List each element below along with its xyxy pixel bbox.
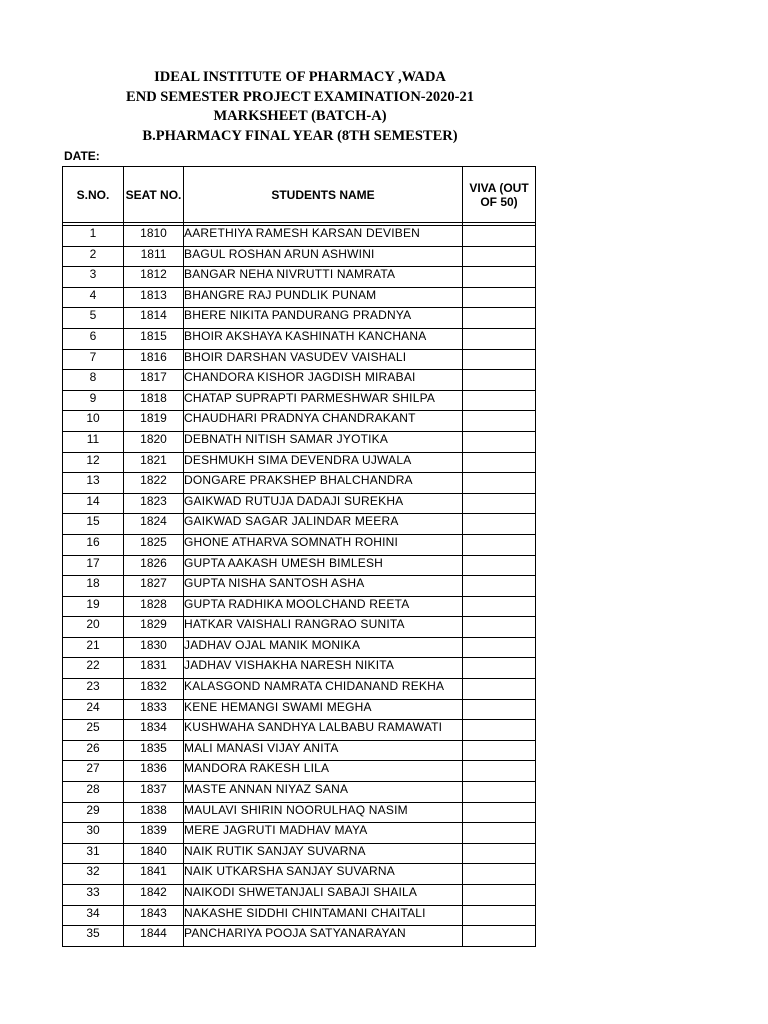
- sno-cell: 24: [63, 699, 124, 720]
- seat-no-cell: 1844: [124, 926, 184, 947]
- sno-cell: 7: [63, 349, 124, 370]
- seat-no-cell: 1820: [124, 431, 184, 452]
- student-name-cell: KALASGOND NAMRATA CHIDANAND REKHA: [184, 679, 463, 700]
- sno-cell: 19: [63, 596, 124, 617]
- date-label: DATE:: [64, 149, 100, 163]
- sno-cell: 28: [63, 782, 124, 803]
- sno-cell: 11: [63, 431, 124, 452]
- table-header-row: [63, 167, 536, 223]
- table-row: [63, 864, 536, 885]
- student-name-cell: CHAUDHARI PRADNYA CHANDRAKANT: [184, 411, 463, 432]
- seat-no-cell: 1814: [124, 308, 184, 329]
- table-row: [63, 802, 536, 823]
- table-row: [63, 514, 536, 535]
- viva-marks-cell[interactable]: [463, 823, 536, 844]
- seat-no-cell: 1841: [124, 864, 184, 885]
- viva-marks-cell[interactable]: [463, 905, 536, 926]
- sno-cell: 10: [63, 411, 124, 432]
- viva-marks-cell[interactable]: [463, 885, 536, 906]
- table-row: [63, 720, 536, 741]
- seat-no-cell: 1812: [124, 267, 184, 288]
- table-row: [63, 534, 536, 555]
- seat-no-cell: 1832: [124, 679, 184, 700]
- viva-marks-cell[interactable]: [463, 267, 536, 288]
- seat-no-cell: 1815: [124, 328, 184, 349]
- table-row: [63, 576, 536, 597]
- sno-cell: 35: [63, 926, 124, 947]
- sno-cell: 21: [63, 637, 124, 658]
- table-row: [63, 843, 536, 864]
- table-row: [63, 885, 536, 906]
- seat-no-cell: 1834: [124, 720, 184, 741]
- sno-cell: 31: [63, 843, 124, 864]
- viva-marks-cell[interactable]: [463, 308, 536, 329]
- viva-marks-cell[interactable]: [463, 555, 536, 576]
- seat-no-cell: 1825: [124, 534, 184, 555]
- sno-cell: 12: [63, 452, 124, 473]
- marksheet-table: [62, 166, 536, 947]
- table-row: [63, 823, 536, 844]
- course-title: B.PHARMACY FINAL YEAR (8TH SEMESTER): [142, 127, 458, 144]
- table-row: [63, 349, 536, 370]
- sno-cell: 5: [63, 308, 124, 329]
- student-name-cell: BHOIR AKSHAYA KASHINATH KANCHANA: [184, 328, 463, 349]
- viva-marks-cell[interactable]: [463, 246, 536, 267]
- sno-cell: 16: [63, 534, 124, 555]
- seat-no-cell: 1823: [124, 493, 184, 514]
- table-row: [63, 452, 536, 473]
- student-name-cell: MAULAVI SHIRIN NOORULHAQ NASIM: [184, 802, 463, 823]
- seat-no-cell: 1813: [124, 287, 184, 308]
- viva-marks-cell[interactable]: [463, 287, 536, 308]
- sno-cell: 30: [63, 823, 124, 844]
- seat-no-cell: 1831: [124, 658, 184, 679]
- viva-marks-cell[interactable]: [463, 761, 536, 782]
- student-name-cell: NAIK UTKARSHA SANJAY SUVARNA: [184, 864, 463, 885]
- table-body: [63, 223, 536, 947]
- viva-marks-cell[interactable]: [463, 926, 536, 947]
- student-name-cell: CHATAP SUPRAPTI PARMESHWAR SHILPA: [184, 390, 463, 411]
- sno-cell: 2: [63, 246, 124, 267]
- student-name-cell: MALI MANASI VIJAY ANITA: [184, 740, 463, 761]
- student-name-cell: NAIK RUTIK SANJAY SUVARNA: [184, 843, 463, 864]
- student-name-cell: DESHMUKH SIMA DEVENDRA UJWALA: [184, 452, 463, 473]
- seat-no-cell: 1838: [124, 802, 184, 823]
- table-row: [63, 308, 536, 329]
- seat-no-cell: 1837: [124, 782, 184, 803]
- seat-no-cell: 1828: [124, 596, 184, 617]
- table-row: [63, 431, 536, 452]
- student-name-cell: PANCHARIYA POOJA SATYANARAYAN: [184, 926, 463, 947]
- student-name-cell: KENE HEMANGI SWAMI MEGHA: [184, 699, 463, 720]
- document-header: [0, 68, 600, 146]
- sno-cell: 27: [63, 761, 124, 782]
- sno-cell: 20: [63, 617, 124, 638]
- student-name-cell: KUSHWAHA SANDHYA LALBABU RAMAWATI: [184, 720, 463, 741]
- sno-cell: 29: [63, 802, 124, 823]
- table-row: [63, 411, 536, 432]
- student-name-cell: BHERE NIKITA PANDURANG PRADNYA: [184, 308, 463, 329]
- seat-no-cell: 1822: [124, 473, 184, 494]
- student-name-cell: BAGUL ROSHAN ARUN ASHWINI: [184, 246, 463, 267]
- exam-title: END SEMESTER PROJECT EXAMINATION-2020-21: [126, 88, 474, 105]
- seat-no-cell: 1842: [124, 885, 184, 906]
- sno-cell: 33: [63, 885, 124, 906]
- seat-no-cell: 1810: [124, 226, 184, 247]
- viva-marks-cell[interactable]: [463, 411, 536, 432]
- seat-no-cell: 1816: [124, 349, 184, 370]
- sno-cell: 17: [63, 555, 124, 576]
- institute-title: IDEAL INSTITUTE OF PHARMACY ,WADA: [154, 69, 446, 85]
- sno-cell: 15: [63, 514, 124, 535]
- sno-cell: 3: [63, 267, 124, 288]
- table-row: [63, 370, 536, 391]
- table-row: [63, 926, 536, 947]
- student-name-cell: BHANGRE RAJ PUNDLIK PUNAM: [184, 287, 463, 308]
- viva-marks-cell[interactable]: [463, 802, 536, 823]
- sno-cell: 18: [63, 576, 124, 597]
- student-name-cell: GUPTA RADHIKA MOOLCHAND REETA: [184, 596, 463, 617]
- viva-marks-cell[interactable]: [463, 370, 536, 391]
- student-name-cell: CHANDORA KISHOR JAGDISH MIRABAI: [184, 370, 463, 391]
- student-name-cell: GAIKWAD SAGAR JALINDAR MEERA: [184, 514, 463, 535]
- sno-cell: 34: [63, 905, 124, 926]
- table-row: [63, 473, 536, 494]
- seat-no-cell: 1843: [124, 905, 184, 926]
- sno-cell: 4: [63, 287, 124, 308]
- table-row: [63, 328, 536, 349]
- sno-cell: 23: [63, 679, 124, 700]
- table-row: [63, 246, 536, 267]
- seat-no-cell: 1818: [124, 390, 184, 411]
- marksheet-title: MARKSHEET (BATCH-A): [213, 108, 387, 124]
- table-row: [63, 782, 536, 803]
- viva-marks-cell[interactable]: [463, 514, 536, 535]
- seat-no-cell: 1817: [124, 370, 184, 391]
- viva-marks-cell[interactable]: [463, 720, 536, 741]
- viva-marks-cell[interactable]: [463, 473, 536, 494]
- seat-no-cell: 1836: [124, 761, 184, 782]
- sno-cell: 14: [63, 493, 124, 514]
- table-row: [63, 761, 536, 782]
- student-name-cell: MASTE ANNAN NIYAZ SANA: [184, 782, 463, 803]
- viva-marks-cell[interactable]: [463, 658, 536, 679]
- table-row: [63, 699, 536, 720]
- seat-no-cell: 1840: [124, 843, 184, 864]
- table-row: [63, 390, 536, 411]
- table-row: [63, 617, 536, 638]
- seat-no-cell: 1821: [124, 452, 184, 473]
- sno-cell: 25: [63, 720, 124, 741]
- viva-marks-cell[interactable]: [463, 864, 536, 885]
- student-name-cell: GUPTA AAKASH UMESH BIMLESH: [184, 555, 463, 576]
- viva-marks-cell[interactable]: [463, 390, 536, 411]
- viva-marks-cell[interactable]: [463, 493, 536, 514]
- student-name-cell: GAIKWAD RUTUJA DADAJI SUREKHA: [184, 493, 463, 514]
- sno-cell: 1: [63, 226, 124, 247]
- viva-marks-cell[interactable]: [463, 226, 536, 247]
- table-row: [63, 637, 536, 658]
- seat-no-cell: 1829: [124, 617, 184, 638]
- student-name-cell: JADHAV VISHAKHA NARESH NIKITA: [184, 658, 463, 679]
- header-students-name: STUDENTS NAME: [184, 167, 463, 223]
- seat-no-cell: 1835: [124, 740, 184, 761]
- viva-marks-cell[interactable]: [463, 534, 536, 555]
- student-name-cell: GUPTA NISHA SANTOSH ASHA: [184, 576, 463, 597]
- seat-no-cell: 1824: [124, 514, 184, 535]
- header-viva: VIVA (OUT OF 50): [463, 167, 536, 223]
- table-row: [63, 555, 536, 576]
- student-name-cell: NAIKODI SHWETANJALI SABAJI SHAILA: [184, 885, 463, 906]
- student-name-cell: DEBNATH NITISH SAMAR JYOTIKA: [184, 431, 463, 452]
- viva-marks-cell[interactable]: [463, 699, 536, 720]
- table-row: [63, 679, 536, 700]
- header-seat-no: SEAT NO.: [124, 167, 184, 223]
- sno-cell: 6: [63, 328, 124, 349]
- sno-cell: 8: [63, 370, 124, 391]
- sno-cell: 32: [63, 864, 124, 885]
- viva-marks-cell[interactable]: [463, 740, 536, 761]
- student-name-cell: HATKAR VAISHALI RANGRAO SUNITA: [184, 617, 463, 638]
- sno-cell: 13: [63, 473, 124, 494]
- viva-marks-cell[interactable]: [463, 431, 536, 452]
- seat-no-cell: 1811: [124, 246, 184, 267]
- viva-marks-cell[interactable]: [463, 843, 536, 864]
- header-sno: S.NO.: [63, 167, 124, 223]
- viva-marks-cell[interactable]: [463, 328, 536, 349]
- viva-marks-cell[interactable]: [463, 637, 536, 658]
- viva-marks-cell[interactable]: [463, 576, 536, 597]
- viva-marks-cell[interactable]: [463, 349, 536, 370]
- table-row: [63, 905, 536, 926]
- table-row: [63, 226, 536, 247]
- student-name-cell: NAKASHE SIDDHI CHINTAMANI CHAITALI: [184, 905, 463, 926]
- seat-no-cell: 1833: [124, 699, 184, 720]
- table-row: [63, 596, 536, 617]
- table-row: [63, 287, 536, 308]
- seat-no-cell: 1830: [124, 637, 184, 658]
- student-name-cell: BANGAR NEHA NIVRUTTI NAMRATA: [184, 267, 463, 288]
- student-name-cell: MANDORA RAKESH LILA: [184, 761, 463, 782]
- student-name-cell: BHOIR DARSHAN VASUDEV VAISHALI: [184, 349, 463, 370]
- seat-no-cell: 1819: [124, 411, 184, 432]
- viva-marks-cell[interactable]: [463, 452, 536, 473]
- seat-no-cell: 1826: [124, 555, 184, 576]
- seat-no-cell: 1827: [124, 576, 184, 597]
- viva-marks-cell[interactable]: [463, 679, 536, 700]
- viva-marks-cell[interactable]: [463, 782, 536, 803]
- seat-no-cell: 1839: [124, 823, 184, 844]
- table-row: [63, 267, 536, 288]
- viva-marks-cell[interactable]: [463, 596, 536, 617]
- student-name-cell: JADHAV OJAL MANIK MONIKA: [184, 637, 463, 658]
- student-name-cell: GHONE ATHARVA SOMNATH ROHINI: [184, 534, 463, 555]
- sno-cell: 26: [63, 740, 124, 761]
- viva-marks-cell[interactable]: [463, 617, 536, 638]
- table-row: [63, 658, 536, 679]
- table-row: [63, 493, 536, 514]
- student-name-cell: DONGARE PRAKSHEP BHALCHANDRA: [184, 473, 463, 494]
- sno-cell: 22: [63, 658, 124, 679]
- table-row: [63, 740, 536, 761]
- student-name-cell: AARETHIYA RAMESH KARSAN DEVIBEN: [184, 226, 463, 247]
- sno-cell: 9: [63, 390, 124, 411]
- student-name-cell: MERE JAGRUTI MADHAV MAYA: [184, 823, 463, 844]
